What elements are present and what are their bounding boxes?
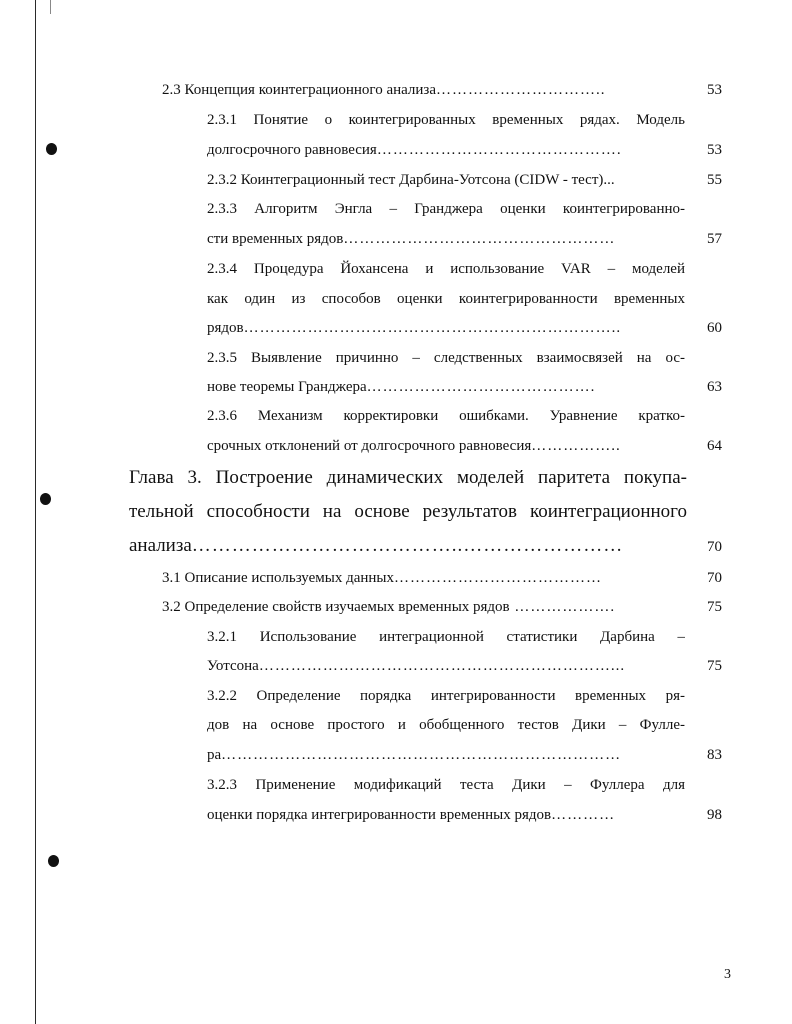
toc-page-number: 83	[707, 747, 722, 763]
toc-page-number: 70	[707, 539, 722, 555]
toc-chapter-title-cont: тельной способности на основе результатов коинтеграционного	[129, 501, 687, 522]
scan-edge-mark	[50, 0, 51, 14]
binder-hole-mark	[46, 143, 57, 155]
toc-page-number: 75	[707, 658, 722, 674]
toc-entry-2-3-3-cont[interactable]	[207, 229, 683, 249]
toc-leader-dots: …………………………………………………………...	[258, 658, 626, 674]
toc-entry-title: 3.2.2 Определение порядка интегрированности временных ря-	[207, 688, 685, 704]
toc-leader-dots: ……………….	[509, 599, 616, 615]
toc-entry-2-3-1[interactable]	[207, 110, 685, 130]
toc-entry-3-2-1-cont[interactable]	[207, 656, 683, 676]
toc-entry-title: 2.3.1 Понятие о коинтегрированных временных рядах. Модель	[207, 112, 685, 128]
toc-page-number: 53	[707, 142, 722, 158]
toc-page-number: 60	[707, 320, 722, 336]
toc-leader-dots: …………………………………	[394, 570, 603, 586]
toc-entry-2-3[interactable]	[162, 80, 682, 100]
toc-page-number: 55	[707, 172, 722, 188]
toc-entry-3-2-2[interactable]	[207, 686, 685, 706]
toc-entry-2-3-5-cont[interactable]	[207, 377, 683, 397]
toc-entry-2-3-2[interactable]	[207, 170, 685, 190]
binder-hole-mark	[48, 855, 59, 867]
binder-hole-mark	[40, 493, 51, 505]
toc-chapter-title: Глава 3. Построение динамических моделей паритета покупа-	[129, 467, 687, 488]
toc-chapter-title-cont: анализа	[129, 535, 192, 556]
toc-leader-dots: ……………………………………………………………..	[243, 320, 622, 336]
toc-leader-dots: ……………..	[531, 438, 621, 454]
toc-chapter-3-cont2[interactable]	[129, 534, 684, 558]
toc-entry-2-3-6[interactable]	[207, 406, 685, 426]
toc-entry-3-2-3-cont[interactable]	[207, 805, 683, 825]
toc-entry-3-2[interactable]	[162, 597, 682, 617]
toc-entry-title: 2.3.6 Механизм корректировки ошибками. Уравнение кратко-	[207, 408, 685, 424]
toc-entry-title: 3.2.3 Применение модификаций теста Дики – Фуллера для	[207, 777, 685, 793]
toc-entry-title-cont: нове теоремы Гранджера	[207, 379, 367, 395]
toc-leader-dots: …………………………………..……………………	[191, 535, 624, 556]
toc-entry-2-3-4-cont2[interactable]	[207, 318, 683, 338]
toc-entry-title-cont: срочных отклонений от долгосрочного равновесия	[207, 438, 532, 454]
toc-leader-dots: …………………………………………………………………	[221, 747, 622, 763]
toc-entry-2-3-1-cont[interactable]	[207, 140, 683, 160]
toc-entry-title-cont: оценки порядка интегрированности временных рядов	[207, 807, 552, 823]
toc-entry-title: 3.2.1 Использование интеграционной статистики Дарбина –	[207, 629, 685, 645]
toc-entry-title: 3.2 Определение свойств изучаемых временных рядов	[162, 599, 510, 615]
toc-entry-title-cont: как один из способов оценки коинтегрированности временных	[207, 291, 685, 307]
toc-entry-2-3-6-cont[interactable]	[207, 436, 683, 456]
toc-leader-dots: …………………………………….	[366, 379, 596, 395]
toc-page-number: 53	[707, 82, 722, 98]
toc-entry-3-2-1[interactable]	[207, 627, 685, 647]
toc-chapter-3[interactable]	[129, 466, 687, 490]
toc-page-number: 63	[707, 379, 722, 395]
toc-entry-3-1[interactable]	[162, 568, 682, 588]
page-folio-number: 3	[724, 967, 731, 982]
toc-leader-dots: ……………………………………………	[343, 231, 616, 247]
toc-entry-title-cont: сти временных рядов	[207, 231, 344, 247]
toc-entry-title: 2.3 Концепция коинтеграционного анализа	[162, 82, 437, 98]
toc-page-number: 75	[707, 599, 722, 615]
toc-entry-2-3-3[interactable]	[207, 199, 685, 219]
toc-leader-dots: …………	[551, 807, 616, 823]
toc-entry-2-3-4-cont[interactable]	[207, 289, 685, 309]
toc-entry-2-3-4[interactable]	[207, 259, 685, 279]
toc-entry-title-cont: Уотсона	[207, 658, 259, 674]
scan-margin-line	[35, 0, 36, 1024]
toc-entry-title-cont: ра	[207, 747, 222, 763]
toc-entry-title: 2.3.5 Выявление причинно – следственных взаимосвязей на ос-	[207, 350, 685, 366]
toc-entry-title: 2.3.2 Коинтеграционный тест Дарбина-Уотсона (CIDW - тест)...	[207, 172, 615, 188]
toc-page-number: 98	[707, 807, 722, 823]
toc-entry-3-2-3[interactable]	[207, 775, 685, 795]
toc-chapter-3-cont[interactable]	[129, 500, 687, 524]
toc-entry-title-cont: долгосрочного равновесия	[207, 142, 377, 158]
toc-entry-title: 2.3.3 Алгоритм Энгла – Гранджера оценки коинтегрированно-	[207, 201, 685, 217]
toc-entry-title: 3.1 Описание используемых данных	[162, 570, 395, 586]
toc-leader-dots: ……………………………………….	[376, 142, 622, 158]
toc-entry-3-2-2-cont[interactable]	[207, 715, 685, 735]
toc-page-number: 64	[707, 438, 722, 454]
toc-page-number: 57	[707, 231, 722, 247]
toc-entry-title-cont: дов на основе простого и обобщенного тестов Дики – Фулле-	[207, 717, 685, 733]
toc-leader-dots: …………………………..	[436, 82, 606, 98]
toc-entry-3-2-2-cont2[interactable]	[207, 745, 683, 765]
toc-entry-title-cont: рядов	[207, 320, 244, 336]
toc-entry-title: 2.3.4 Процедура Йохансена и использование VAR – моделей	[207, 261, 685, 277]
toc-entry-2-3-5[interactable]	[207, 348, 685, 368]
toc-page-number: 70	[707, 570, 722, 586]
